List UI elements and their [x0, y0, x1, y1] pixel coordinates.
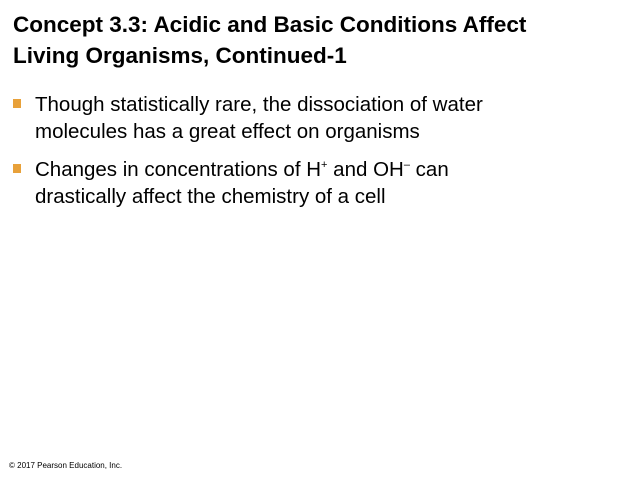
slide-title: [13, 9, 633, 71]
slide-title-line-1: Concept 3.3: Acidic and Basic Conditions Affect: [13, 12, 527, 37]
bullet-2-text-before: Changes in concentrations of: [35, 158, 307, 181]
bullet-square-icon: [13, 164, 21, 173]
slide-title-line-2: Living Organisms, Continued-1: [13, 43, 347, 68]
bullet-item-1: [13, 91, 613, 145]
bullet-2-line-1: [35, 156, 613, 183]
bullet-1-line-1: Though statistically rare, the dissociation of water: [35, 93, 483, 116]
copyright-footer: © 2017 Pearson Education, Inc.: [9, 461, 123, 470]
hydroxide-ion-charge: –: [403, 159, 410, 171]
bullet-1-line-2: molecules has a great effect on organisms: [35, 120, 420, 143]
hydrogen-ion-charge: +: [321, 159, 328, 171]
hydrogen-ion: [306, 158, 327, 181]
bullet-2-line-2: drastically affect the chemistry of a cell: [35, 185, 386, 208]
bullet-2-text-after: can: [409, 158, 449, 181]
hydroxide-ion: [373, 158, 410, 181]
hydroxide-ion-symbol: OH: [373, 158, 404, 181]
hydrogen-ion-symbol: H: [306, 158, 322, 181]
bullet-2-text-between: and: [327, 158, 374, 181]
bullet-square-icon: [13, 99, 21, 108]
bullet-item-2: [13, 156, 613, 210]
bullet-list: [13, 91, 613, 221]
